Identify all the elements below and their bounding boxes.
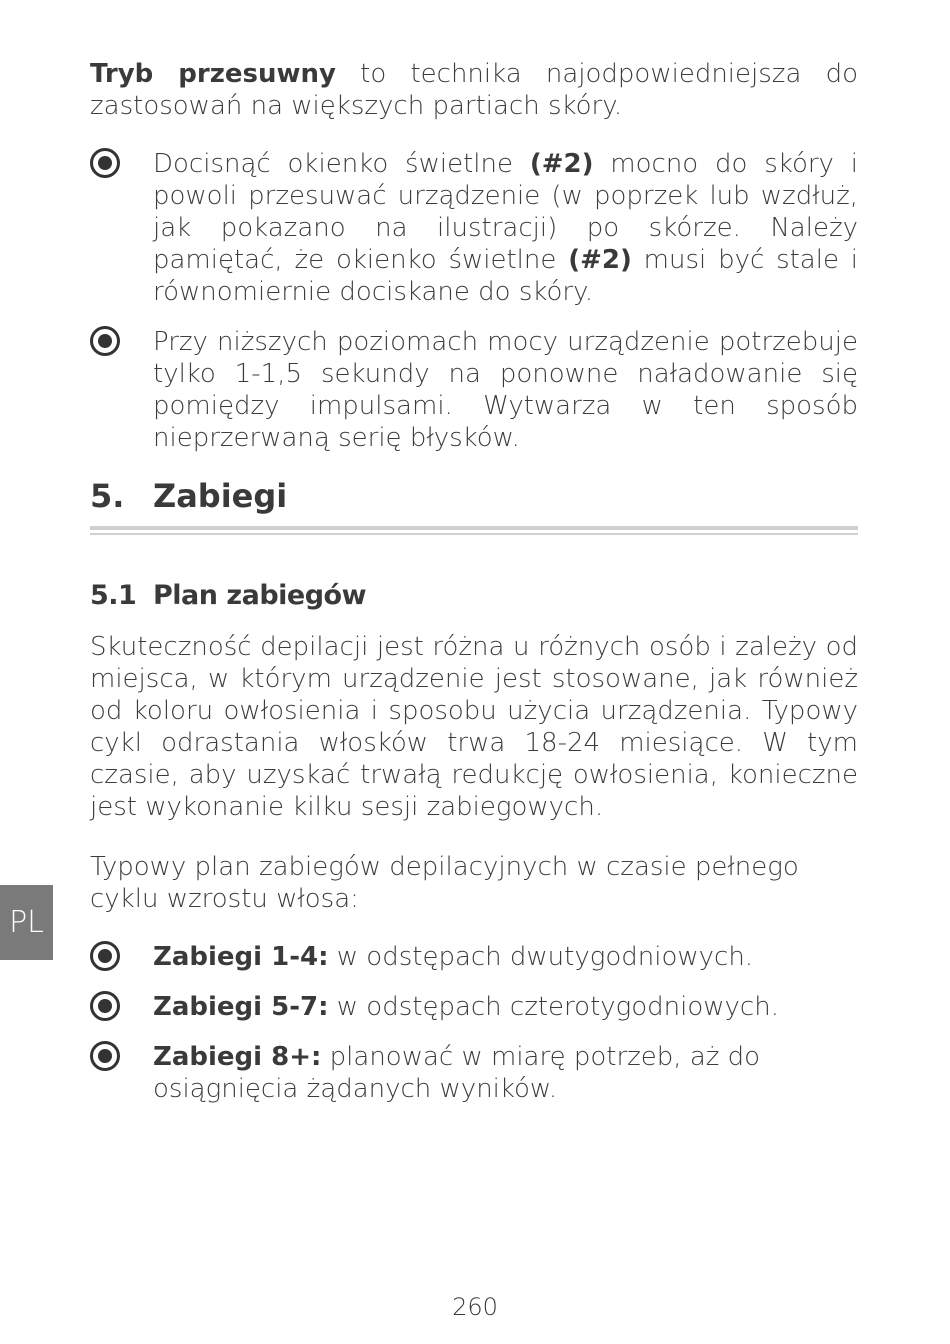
bullet-text bbox=[153, 991, 858, 1023]
list-item bbox=[90, 326, 858, 454]
bullet-icon bbox=[90, 941, 120, 971]
list-item bbox=[90, 148, 858, 308]
section-heading bbox=[90, 476, 858, 516]
subsection-title: Plan zabiegów bbox=[153, 580, 367, 611]
bullet-text-part: planować w miarę potrzeb, aż do osiągnięcia żądanych wyników. bbox=[153, 1042, 761, 1104]
bullet-text-part: w odstępach czterotygodniowych. bbox=[328, 992, 779, 1022]
section-number: 5. bbox=[90, 477, 125, 515]
intro-bold: Tryb przesuwny bbox=[90, 59, 336, 89]
treatment-list bbox=[90, 941, 858, 1105]
subsection-number: 5.1 bbox=[90, 580, 137, 611]
bullet-text bbox=[153, 1041, 858, 1105]
section-divider bbox=[90, 526, 858, 535]
bullet-text-part: musi być stale i równomiernie dociskane do skóry. bbox=[153, 245, 858, 307]
list-item bbox=[90, 991, 858, 1023]
subsection-heading bbox=[90, 579, 858, 613]
bullet-text-part: mocno do skóry i powoli przesuwać urządzenie (w poprzek lub wzdłuż, jak pokazano na ilustracji) po skórze. Należy pamiętać, że okienko świetlne bbox=[153, 149, 858, 275]
section-title: Zabiegi bbox=[153, 477, 288, 515]
body-paragraph: Typowy plan zabiegów depilacyjnych w czasie pełnego cyklu wzrostu włosa: bbox=[90, 852, 799, 914]
bullet-bold-ref: (#2) bbox=[568, 245, 632, 275]
bullet-bold: Zabiegi 1-4: bbox=[153, 942, 329, 972]
list-item bbox=[90, 941, 858, 973]
bullet-bold: Zabiegi 5-7: bbox=[153, 992, 329, 1022]
bullet-bold: Zabiegi 8+: bbox=[153, 1042, 322, 1072]
bullet-icon bbox=[90, 148, 120, 178]
language-tab: PL bbox=[0, 885, 53, 960]
bullet-icon bbox=[90, 991, 120, 1021]
page-number: 260 bbox=[452, 1293, 498, 1321]
bullet-text bbox=[153, 941, 858, 973]
bullet-text-part: w odstępach dwutygodniowych. bbox=[328, 942, 754, 972]
intro-text: to technika najodpowiedniejsza do zastosowań na większych partiach skóry. bbox=[90, 59, 859, 121]
bullet-icon bbox=[90, 326, 120, 356]
body-paragraph: Skuteczność depilacji jest różna u różnych osób i zależy od miejsca, w którym urządzenie jest stosowane, jak również od koloru owłosienia i sposobu użycia urządzenia. Typowy cykl odrastania włosków trwa 18-24 miesiące. W tym czasie, aby uzyskać trwałą redukcję owłosienia, konieczne jest wykonanie kilku sesji zabiegowych. bbox=[90, 632, 858, 822]
bullet-icon bbox=[90, 1041, 120, 1071]
bullet-bold-ref: (#2) bbox=[529, 149, 594, 179]
bullet-text bbox=[153, 148, 858, 308]
bullet-text: Przy niższych poziomach mocy urządzenie potrzebuje tylko 1-1,5 sekundy na ponowne naładowanie się pomiędzy impulsami. Wytwarza w ten sposób nieprzerwaną serię błysków. bbox=[153, 327, 858, 453]
intro-paragraph bbox=[90, 58, 858, 122]
bullet-text-part: Docisnąć okienko świetlne bbox=[153, 149, 530, 179]
page-content bbox=[90, 58, 858, 1123]
list-item bbox=[90, 1041, 858, 1105]
